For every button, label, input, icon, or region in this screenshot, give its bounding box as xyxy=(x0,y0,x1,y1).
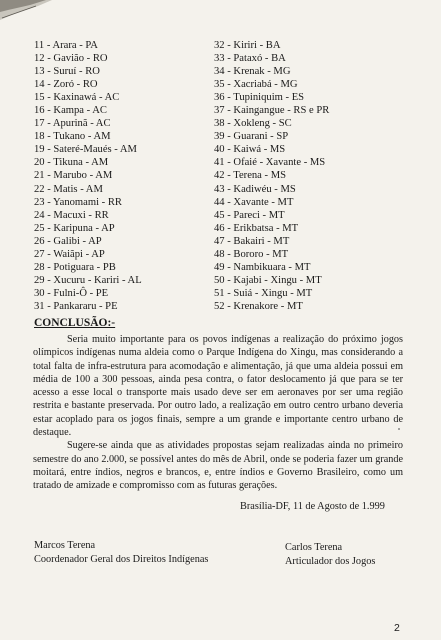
list-item: 37 - Kaingangue - RS e PR xyxy=(214,105,330,117)
list-item: 14 - Zoró - RO xyxy=(34,79,98,91)
list-item: 44 - Xavante - MT xyxy=(214,196,294,208)
list-item: 17 - Apurinã - AC xyxy=(34,118,111,130)
list-item: 51 - Suiá - Xingu - MT xyxy=(214,287,313,299)
signatory-name: Carlos Terena xyxy=(285,542,343,553)
signatory-title: Coordenador Geral dos Direitos Indígenas xyxy=(34,553,209,565)
list-item: 43 - Kadiwéu - MS xyxy=(214,183,296,195)
list-item: 39 - Guarani - SP xyxy=(214,131,289,143)
list-item: 26 - Galibi - AP xyxy=(34,235,102,247)
list-item: 48 - Bororo - MT xyxy=(214,248,289,260)
list-item: 34 - Krenak - MG xyxy=(214,66,291,78)
list-item: 35 - Xacriabá - MG xyxy=(214,79,298,91)
list-item: 18 - Tukano - AM xyxy=(34,131,111,143)
list-item: 31 - Pankararu - PE xyxy=(34,300,118,312)
staple-corner-mark xyxy=(0,0,52,22)
list-item: 45 - Pareci - MT xyxy=(214,209,285,221)
list-item: 47 - Bakairi - MT xyxy=(214,235,290,247)
list-item: 15 - Kaxinawá - AC xyxy=(34,92,120,104)
list-item: 28 - Potiguara - PB xyxy=(34,261,116,273)
list-item: 12 - Gavião - RO xyxy=(34,53,108,65)
ink-speck xyxy=(398,428,400,430)
list-item: 29 - Xucuru - Kariri - AL xyxy=(34,274,142,286)
list-item: 33 - Pataxó - BA xyxy=(214,53,286,65)
list-item: 36 - Tupiniquim - ES xyxy=(214,92,305,104)
list-item: 52 - Krenakore - MT xyxy=(214,300,303,312)
ethnic-groups-list-left xyxy=(34,39,142,313)
conclusion-paragraph: Sugere-se ainda que as atividades propostas sejam realizadas ainda no primeiro semestre do ano 2.000, se possível antes do mês de Abril, onde se poderia fazer um grande moitará, entre índios, negros e brancos, e, entre índios e Governo Brasileiro, como um tratado de amizade e compromisso com as futuras gerações. xyxy=(33,440,403,492)
list-item: 16 - Kampa - AC xyxy=(34,105,107,117)
list-item: 22 - Matis - AM xyxy=(34,183,103,195)
list-item: 38 - Xokleng - SC xyxy=(214,118,292,130)
list-item: 11 - Arara - PA xyxy=(34,40,98,51)
signature-block-left xyxy=(34,539,208,566)
list-item: 24 - Macuxi - RR xyxy=(34,209,109,221)
list-item: 25 - Karipuna - AP xyxy=(34,222,115,234)
list-item: 19 - Sateré-Maués - AM xyxy=(34,144,137,156)
list-item: 49 - Nambikuara - MT xyxy=(214,261,311,273)
list-item: 20 - Tikuna - AM xyxy=(34,157,109,169)
signature-block-right xyxy=(285,541,375,568)
page-number: 2 xyxy=(394,622,400,634)
conclusion-heading: CONCLUSÃO:- xyxy=(34,317,116,329)
conclusion-paragraph: Seria muito importante para os povos indígenas a realização do próximo jogos olímpicos indígenas numa aldeia como o Parque Indígena do Xingu, mas considerando a total falta de infra-estrutura para acomodação e alimentação, já que uma aldeia possui em média de 100 a 300 pessoas, ainda pesa contra, o fator deslocamento já que para se ter acesso a esse local o transporte mais usado deve ser em aeronaves por ser uma região restrita e bastante preservada. Por outro lado, a realização em outro centro urbano deveria estar acoplado para os jogos finais, sempre a um grande e importante centro urbano de destaque. xyxy=(33,334,403,439)
list-item: 46 - Erikbatsa - MT xyxy=(214,222,299,234)
list-item: 32 - Kiriri - BA xyxy=(214,40,281,51)
ethnic-groups-list-right xyxy=(214,39,329,313)
list-item: 27 - Waiãpi - AP xyxy=(34,248,105,260)
dateline: Brasília-DF, 11 de Agosto de 1.999 xyxy=(240,501,385,512)
list-item: 41 - Ofaié - Xavante - MS xyxy=(214,157,326,169)
list-item: 50 - Kajabi - Xingu - MT xyxy=(214,274,322,286)
list-item: 30 - Fulni-Ô - PE xyxy=(34,287,109,299)
list-item: 40 - Kaiwá - MS xyxy=(214,144,286,156)
list-item: 21 - Marubo - AM xyxy=(34,170,113,182)
conclusion-body xyxy=(33,333,403,493)
list-item: 23 - Yanomami - RR xyxy=(34,196,122,208)
signatory-title: Articulador dos Jogos xyxy=(285,555,376,567)
list-item: 42 - Terena - MS xyxy=(214,170,287,182)
list-item: 13 - Suruí - RO xyxy=(34,66,100,78)
signatory-name: Marcos Terena xyxy=(34,540,96,551)
